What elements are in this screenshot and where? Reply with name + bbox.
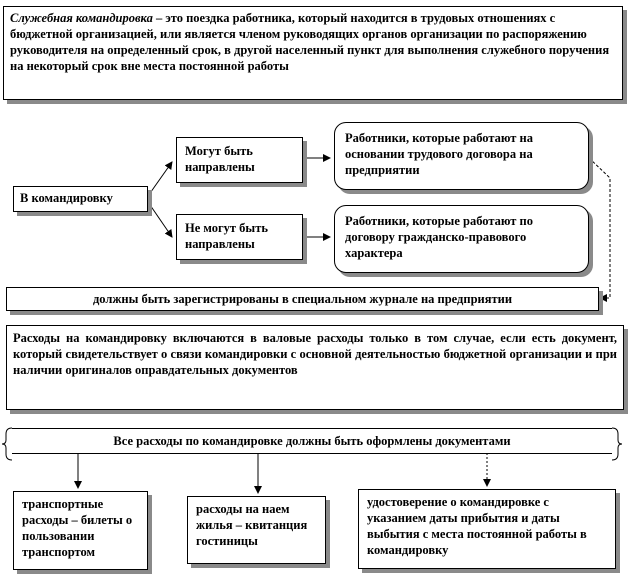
can-result-text: Работники, которые работают на основании трудового договора на предприятии: [345, 131, 534, 177]
doc-item-transport: [13, 491, 148, 570]
expenses-box: [6, 325, 624, 410]
doc-item-certificate: [358, 489, 616, 569]
doc-item-certificate-text: удостоверение о командировке с указанием даты прибытия и даты выбытия с места постоянной работы в командировку: [367, 495, 587, 557]
cannot-result-text: Работники, которые работают по договору гражданско-правового характера: [345, 214, 534, 260]
definition-term: Служебная командировка: [10, 11, 153, 25]
documents-bracket-right: [612, 428, 622, 460]
cannot-node: [176, 214, 303, 260]
documents-bracket-left: [2, 428, 12, 460]
expenses-term: Расходы на командировку: [13, 331, 167, 345]
can-node: [176, 137, 303, 183]
definition-text: – это поездка работника, который находится в трудовых отношениях с бюджетной организацией, или является членом руководящих органов организации по распоряжению руководителя на определенный срок, в другой населенный пункт для выполнения служебного поручения на некоторый срок вне места постоянной работы: [10, 11, 610, 73]
journal-box: [6, 287, 599, 311]
can-result-node: [334, 122, 589, 190]
doc-item-transport-text: транспортные расходы – билеты о пользовании транспортом: [22, 497, 133, 559]
expenses-text: включаются в валовые расходы только в том случае, если есть документ, который свидетельствует о связи командировки с основной деятельностью бюджетной организации и при наличии оригиналов оправдательных документов: [13, 331, 617, 377]
cannot-label: Не могут быть направлены: [185, 221, 268, 251]
journal-text: должны быть зарегистрированы в специальном журнале на предприятии: [92, 292, 513, 306]
documents-box: [12, 428, 612, 454]
arrow-root-to-cannot: [148, 202, 172, 237]
can-label: Могут быть направлены: [185, 144, 255, 174]
arrow-result-to-journal: [589, 158, 610, 298]
root-node: [13, 186, 148, 212]
doc-item-housing-text: расходы на наем жилья – квитанция гостиницы: [196, 502, 308, 548]
cannot-result-node: [334, 205, 589, 273]
doc-item-housing: [187, 496, 326, 564]
documents-text: Все расходы по командировке должны быть оформлены документами: [113, 434, 511, 448]
definition-box: [3, 6, 623, 100]
root-label: В командировку: [20, 191, 113, 205]
arrow-root-to-can: [148, 162, 172, 196]
